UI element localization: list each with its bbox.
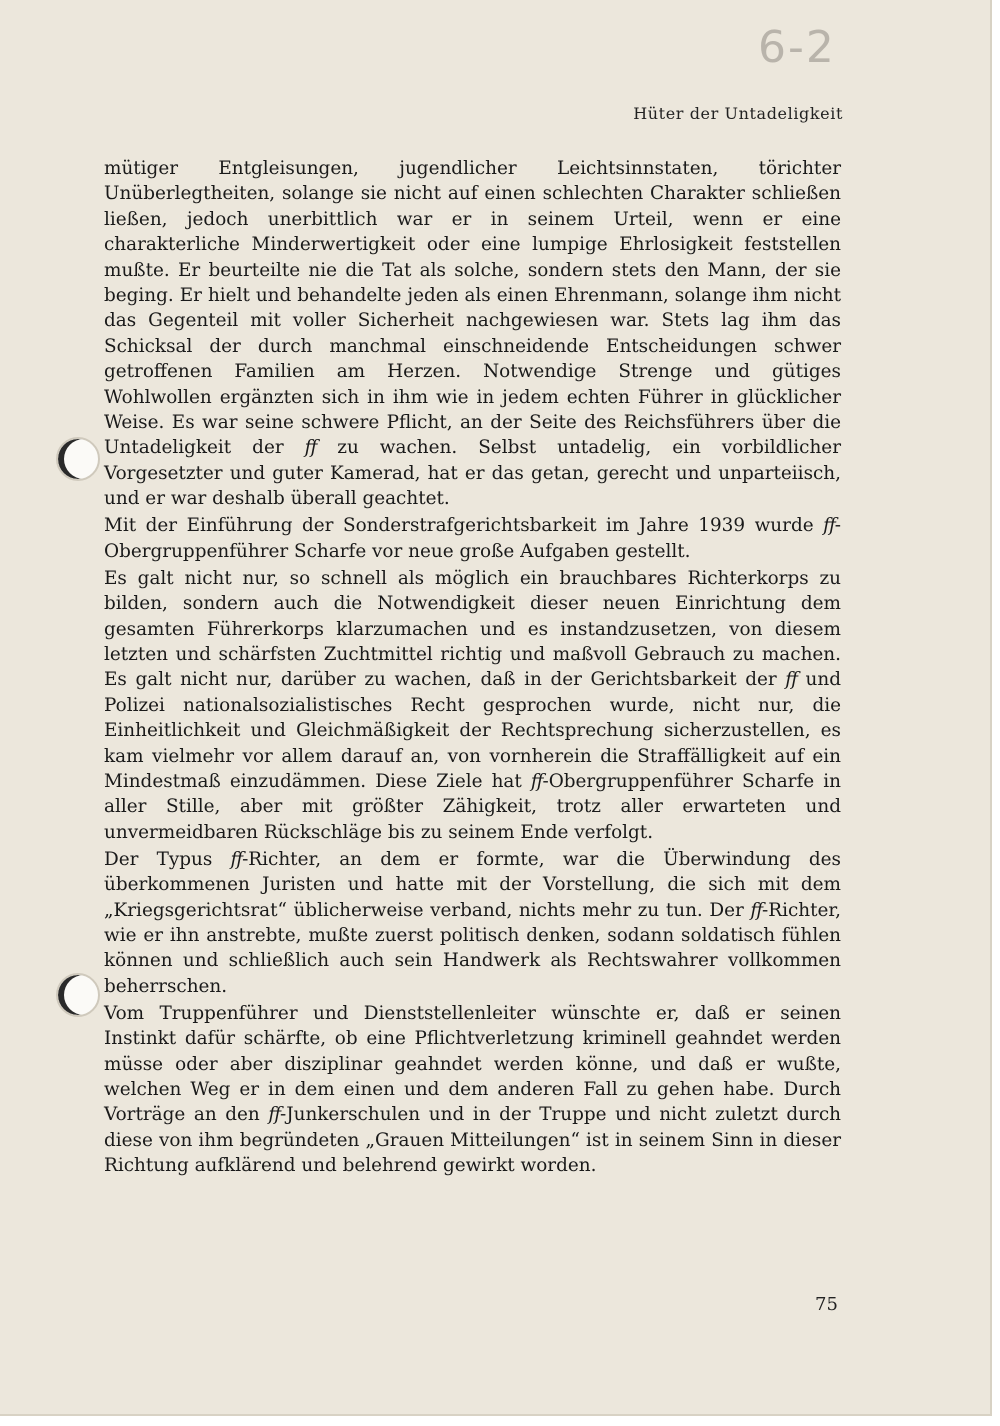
paragraph-4-text-a: Der Typus <box>104 848 213 870</box>
paragraph-5-text-b: -Junkerschulen und in der Truppe und nicht zuletzt durch diese von ihm begründeten „Grauen Mitteilungen“ ist in seinem Sinn in dieser Richtung aufklärend und belehrend gewirkt worden. <box>104 1104 841 1177</box>
paragraph-2-text-b: -Obergruppenführer Scharfe vor neue große Aufgaben gestellt. <box>104 515 841 562</box>
running-head: Hüter der Untadeligkeit <box>633 104 843 123</box>
paragraph-3-text-c: -Obergruppenführer Scharfe in aller Stille, aber mit größter Zähigkeit, trotz aller erwarteten und unvermeidbaren Rückschläge bis zu seinem Ende verfolgt. <box>104 770 841 843</box>
punch-hole-upper <box>56 437 100 481</box>
ss-rune-glyph: ff <box>530 770 543 792</box>
ss-rune-glyph: ff <box>823 515 835 537</box>
paragraph-1 <box>104 156 841 512</box>
paragraph-2-text-a: Mit der Einführung der Sonderstrafgerichtsbarkeit im Jahre 1939 wurde <box>104 515 814 537</box>
paragraph-1-text-b: zu wachen. Selbst untadelig, ein vorbildlicher Vorgesetzter und guter Kamerad, hat er das getan, gerecht und unparteiisch, und er war deshalb überall geachtet. <box>104 437 841 510</box>
paragraph-4-text-b: -Richter, an dem er formte, war die Überwindung des überkommenen Juristen und hatte mit der Vorstellung, die sich mit dem „Kriegsgerichtsrat“ üblicherweise verband, nichts mehr zu tun. Der <box>104 848 841 921</box>
ss-rune-glyph: ff <box>268 1104 281 1126</box>
paragraph-3-text-b: und Polizei nationalsozialistisches Recht gesprochen wurde, nicht nur, die Einheitlichkeit und Gleichmäßigkeit der Rechtsprechung sicherzustellen, es kam vielmehr vor allem darauf an, von vornherein die Straffälligkeit auf ein Mindestmaß einzudämmen. Diese Ziele hat <box>104 669 841 792</box>
paragraph-5-text-a: Vom Truppenführer und Dienststellenleiter wünschte er, daß er seinen Instinkt dafür schärfte, ob eine Pflichtverletzung kriminell geahndet werden müsse oder aber disziplinar geahndet werden könne, und daß er wußte, welchen Weg er in dem einen und dem anderen Fall zu gehen habe. Durch Vorträge an den <box>104 1002 841 1126</box>
pencil-corner-mark: 6-2 <box>758 22 836 73</box>
paragraph-3 <box>104 566 841 845</box>
ss-rune-glyph: ff <box>230 848 243 870</box>
paragraph-5 <box>104 1001 841 1179</box>
ss-rune-glyph: ff <box>785 669 797 691</box>
ss-rune-glyph: ff <box>750 899 763 921</box>
punch-hole-lower <box>56 973 100 1017</box>
paragraph-3-text-a: Es galt nicht nur, so schnell als möglich ein brauchbares Richterkorps zu bilden, sondern auch die Notwendigkeit dieser neuen Einrichtung dem gesamten Führerkorps klarzumachen und es instandzusetzen, von diesem letzten und schärfsten Zuchtmittel richtig und maßvoll Gebrauch zu machen. Es galt nicht nur, darüber zu wachen, daß in der Gerichtsbarkeit der <box>104 567 841 691</box>
paragraph-2 <box>104 513 841 564</box>
paragraph-4 <box>104 847 841 999</box>
body-text <box>104 156 841 1180</box>
paragraph-4-text-c: -Richter, wie er ihn anstrebte, mußte zuerst politisch denken, sodann soldatisch fühlen können und schließlich auch sein Handwerk als Rechtswahrer vollkommen beherrschen. <box>104 899 841 997</box>
paragraph-1-text-a: mütiger Entgleisungen, jugendlicher Leichtsinnstaten, törichter Unüberlegtheiten, solange sie nicht auf einen schlechten Charakter schließen ließen, jedoch unerbittlich war er in seinem Urteil, wenn er eine charakterliche Minderwertigkeit oder eine lumpige Ehrlosigkeit feststellen mußte. Er beurteilte nie die Tat als solche, sondern stets den Mann, der sie beging. Er hielt und behandelte jeden als einen Ehrenmann, solange ihm nicht das Gegenteil mit voller Sicherheit nachgewiesen war. Stets lag ihm das Schicksal der durch manchmal einschneidende Entscheidungen schwer getroffenen Familien am Herzen. Notwendige Strenge und gütiges Wohlwollen ergänzten sich in ihm wie in jedem echten Führer in glücklicher Weise. Es war seine schwere Pflicht, an der Seite des Reichsführers über die Untadeligkeit der <box>104 158 841 459</box>
page-number: 75 <box>815 1294 838 1315</box>
ss-rune-glyph: ff <box>304 437 317 459</box>
